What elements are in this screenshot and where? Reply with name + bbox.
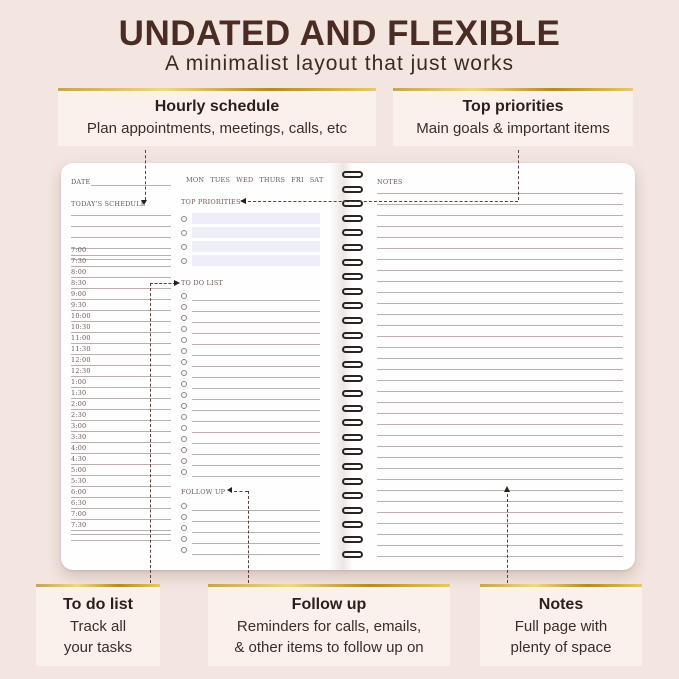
time-label: 10:30 [71, 323, 91, 331]
callout-todo-list [36, 584, 160, 666]
notes-line [377, 336, 623, 337]
schedule-line [71, 497, 171, 498]
schedule-line [71, 266, 171, 267]
schedule-line [71, 255, 171, 256]
callout-notes [480, 584, 642, 666]
spiral-coil [342, 361, 363, 368]
schedule-line [71, 540, 171, 541]
time-label: 8:30 [71, 279, 87, 287]
schedule-line [71, 534, 171, 535]
callout-description: & other items to follow up on [234, 639, 424, 656]
connector-priorities [518, 150, 519, 200]
spiral-coil [342, 259, 363, 266]
notes-line [377, 303, 623, 304]
spiral-coil [342, 405, 363, 412]
checkbox-circle [181, 244, 187, 250]
connector-notes [507, 494, 508, 583]
date-line [91, 185, 171, 186]
schedule-line [71, 343, 171, 344]
notes-line [377, 457, 623, 458]
schedule-line [71, 288, 171, 289]
arrow-right-icon [174, 280, 180, 286]
time-label: 4:00 [71, 444, 87, 452]
notes-line [377, 501, 623, 502]
checkbox-circle [181, 381, 187, 387]
spiral-coil [342, 536, 363, 543]
schedule-line [71, 453, 171, 454]
checkbox-circle [181, 425, 187, 431]
notes-line [377, 369, 623, 370]
callout-title: Notes [538, 596, 584, 613]
weekday-tues[interactable]: TUES [210, 176, 231, 184]
notes-line [377, 325, 623, 326]
callout-description: Reminders for calls, emails, [236, 618, 422, 635]
checkbox-circle [181, 525, 187, 531]
spiral-coil [342, 419, 363, 426]
spiral-coil [342, 375, 363, 382]
notes-line [377, 391, 623, 392]
schedule-line [71, 332, 171, 333]
notes-line [377, 281, 623, 282]
notes-line [377, 248, 623, 249]
checkbox-circle [181, 293, 187, 299]
callout-title: Follow up [291, 596, 367, 613]
spiral-coil [342, 551, 363, 558]
time-label: 1:30 [71, 389, 87, 397]
spiral-coil [342, 390, 363, 397]
notes-line [377, 534, 623, 535]
notes-line [377, 237, 623, 238]
spiral-coil [342, 229, 363, 236]
notes-line [377, 358, 623, 359]
schedule-line [71, 464, 171, 465]
time-label: 10:00 [71, 312, 91, 320]
notes-line [377, 556, 623, 557]
schedule-line [71, 486, 171, 487]
connector-priorities-h [248, 201, 518, 202]
checkbox-circle [181, 514, 187, 520]
notes-line [377, 413, 623, 414]
checkbox-circle [181, 392, 187, 398]
todo-line [192, 443, 320, 444]
checkbox-circle [181, 359, 187, 365]
followup-line [192, 521, 320, 522]
notes-line [377, 424, 623, 425]
notes-line [377, 314, 623, 315]
time-label: 5:00 [71, 466, 87, 474]
notes-line [377, 292, 623, 293]
schedule-line [71, 277, 171, 278]
schedule-line [71, 398, 171, 399]
todo-line [192, 333, 320, 334]
spiral-coil [342, 492, 363, 499]
priority-field [192, 227, 320, 238]
notes-line [377, 446, 623, 447]
schedule-line [71, 519, 171, 520]
time-label: 7:00 [71, 246, 87, 254]
date-label: DATE [71, 178, 91, 186]
schedule-line [71, 442, 171, 443]
checkbox-circle [181, 403, 187, 409]
spiral-coil [342, 317, 363, 324]
notes-line [377, 215, 623, 216]
schedule-line [71, 508, 171, 509]
spiral-coil [342, 302, 363, 309]
notes-line [377, 490, 623, 491]
connector-todo-h [150, 283, 176, 284]
followup-label: FOLLOW UP [181, 488, 226, 496]
todo-line [192, 432, 320, 433]
todo-line [192, 300, 320, 301]
todo-line [192, 465, 320, 466]
weekday-thurs[interactable]: THURS [259, 176, 286, 184]
priority-field [192, 255, 320, 266]
time-label: 9:30 [71, 301, 87, 309]
todo-line [192, 355, 320, 356]
checkbox-circle [181, 304, 187, 310]
spiral-coil [342, 346, 363, 353]
spiral-coil [342, 288, 363, 295]
spiral-coil [342, 186, 363, 193]
notes-line [377, 380, 623, 381]
time-label: 8:00 [71, 268, 87, 276]
todo-line [192, 377, 320, 378]
todo-line [192, 476, 320, 477]
time-label: 6:30 [71, 499, 87, 507]
checkbox-circle [181, 469, 187, 475]
checkbox-circle [181, 458, 187, 464]
time-label: 3:00 [71, 422, 87, 430]
time-label: 11:30 [71, 345, 91, 353]
notes-line [377, 226, 623, 227]
priority-field [192, 213, 320, 224]
time-label: 4:30 [71, 455, 87, 463]
callout-title: To do list [63, 596, 133, 613]
notes-line [377, 545, 623, 546]
checkbox-circle [181, 258, 187, 264]
spiral-coil [342, 273, 363, 280]
time-label: 5:30 [71, 477, 87, 485]
checkbox-circle [181, 436, 187, 442]
spiral-coil [342, 215, 363, 222]
checkbox-circle [181, 547, 187, 553]
callout-hourly-schedule [58, 88, 376, 146]
priorities-label: TOP PRIORITIES [181, 198, 241, 206]
notes-line [377, 435, 623, 436]
followup-line [192, 510, 320, 511]
connector-followup [248, 491, 249, 583]
schedule-line [71, 310, 171, 311]
callout-description: Main goals & important items [416, 120, 610, 137]
schedule-line [71, 215, 171, 216]
spiral-coil [342, 434, 363, 441]
notes-line [377, 204, 623, 205]
priority-field [192, 241, 320, 252]
todo-line [192, 410, 320, 411]
schedule-line [71, 420, 171, 421]
callout-title: Hourly schedule [154, 98, 280, 115]
time-label: 3:30 [71, 433, 87, 441]
time-label: 11:00 [71, 334, 91, 342]
arrow-left-icon [240, 198, 246, 204]
schedule-line [71, 237, 171, 238]
notes-line [377, 402, 623, 403]
callout-description: your tasks [63, 639, 133, 656]
schedule-line [71, 387, 171, 388]
time-label: 2:30 [71, 411, 87, 419]
checkbox-circle [181, 503, 187, 509]
checkbox-circle [181, 315, 187, 321]
arrow-up-icon [504, 486, 510, 492]
weekday-wed[interactable]: WED [236, 176, 254, 184]
time-label: 7:30 [71, 257, 87, 265]
todo-line [192, 454, 320, 455]
weekday-fri[interactable]: FRI [291, 176, 304, 184]
spiral-coil [342, 521, 363, 528]
time-label: 2:00 [71, 400, 87, 408]
todo-line [192, 388, 320, 389]
todo-line [192, 399, 320, 400]
time-label: 1:00 [71, 378, 87, 386]
spiral-coil [342, 244, 363, 251]
checkbox-circle [181, 348, 187, 354]
spiral-coil [342, 507, 363, 514]
callout-follow-up [208, 584, 450, 666]
weekdays-row [186, 176, 352, 184]
todo-label: TO DO LIST [181, 279, 224, 287]
todo-line [192, 366, 320, 367]
time-label: 12:30 [71, 367, 91, 375]
followup-line [192, 543, 320, 544]
schedule-line [71, 376, 171, 377]
callout-description: plenty of space [510, 639, 612, 656]
todo-line [192, 311, 320, 312]
time-label: 12:00 [71, 356, 91, 364]
spiral-coil [342, 478, 363, 485]
checkbox-circle [181, 370, 187, 376]
checkbox-circle [181, 414, 187, 420]
todo-line [192, 344, 320, 345]
notes-line [377, 347, 623, 348]
time-label: 9:00 [71, 290, 87, 298]
notes-line [377, 259, 623, 260]
time-label: 7:30 [71, 521, 87, 529]
checkbox-circle [181, 216, 187, 222]
time-label: 7:00 [71, 510, 87, 518]
checkbox-circle [181, 230, 187, 236]
planner-spread [61, 163, 635, 570]
callout-description: Plan appointments, meetings, calls, etc [86, 120, 348, 137]
page-title: UNDATED AND FLEXIBLE [118, 14, 561, 53]
connector-followup-h [234, 491, 248, 492]
callout-top-priorities [393, 88, 633, 146]
spiral-coil [342, 463, 363, 470]
connector-todo [150, 283, 151, 583]
checkbox-circle [181, 536, 187, 542]
schedule-label: TODAY'S SCHEDULE [71, 200, 146, 208]
callout-title: Top priorities [462, 98, 564, 115]
weekday-sat[interactable]: SAT [309, 176, 324, 184]
callout-description: Full page with [514, 618, 608, 635]
schedule-line [71, 431, 171, 432]
spiral-coil [342, 171, 363, 178]
todo-line [192, 421, 320, 422]
schedule-line [71, 226, 171, 227]
schedule-line [71, 299, 171, 300]
notes-line [377, 468, 623, 469]
page-subtitle: A minimalist layout that just works [165, 52, 514, 75]
notes-line [377, 270, 623, 271]
schedule-line [71, 530, 171, 531]
checkbox-circle [181, 337, 187, 343]
followup-line [192, 554, 320, 555]
notes-label: NOTES [377, 178, 403, 186]
schedule-line [71, 354, 171, 355]
arrow-down-icon [141, 200, 147, 205]
checkbox-circle [181, 447, 187, 453]
time-label: 6:00 [71, 488, 87, 496]
notes-line [377, 512, 623, 513]
notes-line [377, 523, 623, 524]
schedule-line [71, 321, 171, 322]
spiral-coil [342, 448, 363, 455]
notes-line [377, 479, 623, 480]
checkbox-circle [181, 326, 187, 332]
followup-line [192, 532, 320, 533]
notes-line [377, 193, 623, 194]
schedule-line [71, 409, 171, 410]
schedule-line [71, 365, 171, 366]
schedule-line [71, 475, 171, 476]
callout-description: Track all [69, 618, 127, 635]
arrow-left-icon [227, 487, 232, 493]
spiral-coil [342, 332, 363, 339]
connector-hourly [145, 150, 146, 200]
weekday-mon[interactable]: MON [186, 176, 205, 184]
todo-line [192, 322, 320, 323]
